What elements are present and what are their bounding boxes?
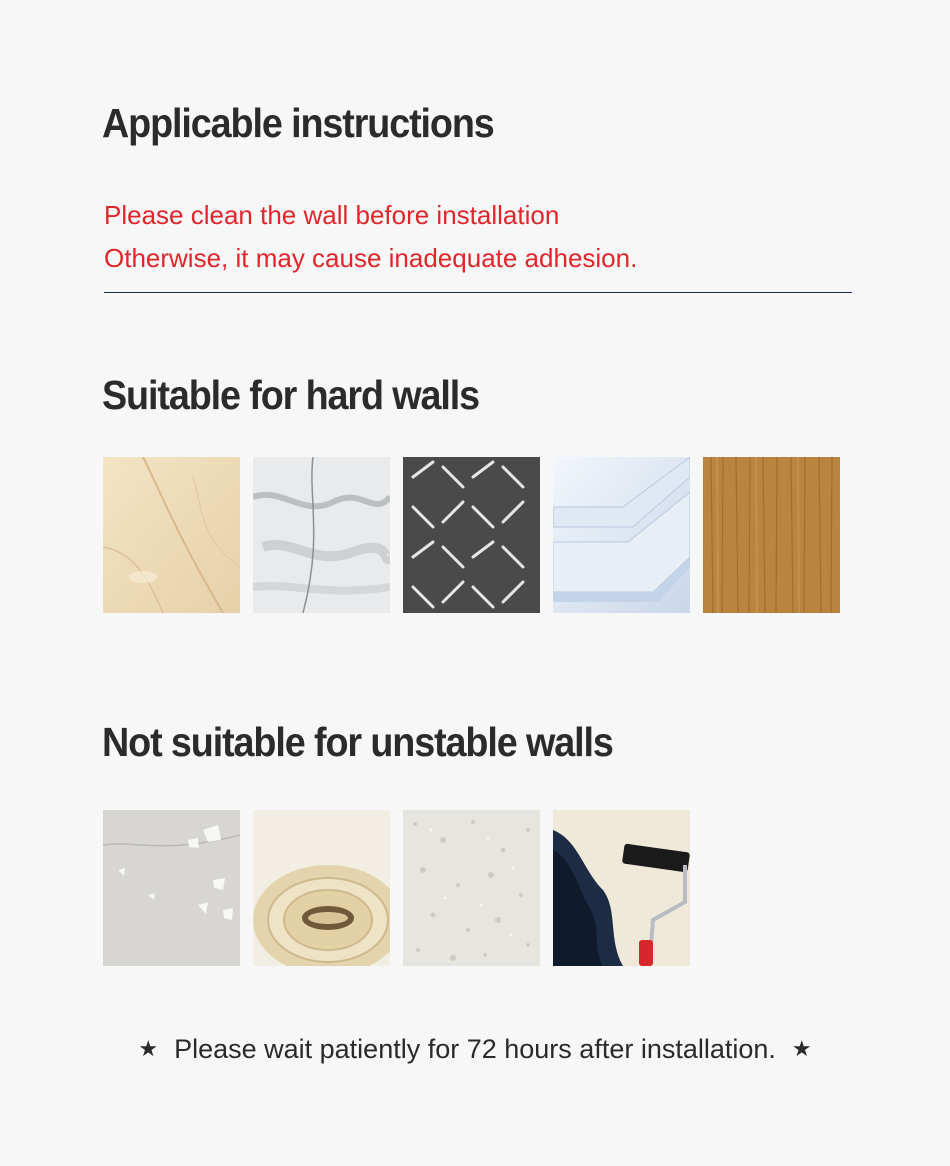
wood-grain-icon (703, 457, 840, 613)
star-icon: ★ (138, 1036, 159, 1061)
peeling-wall-icon (103, 810, 240, 966)
suitable-walls-heading: Suitable for hard walls (102, 372, 480, 418)
glass-panel-icon (553, 457, 690, 613)
beige-marble-icon (103, 457, 240, 613)
adhesion-warning-note: Otherwise, it may cause inadequate adhesion. (104, 243, 638, 273)
suitable-surfaces-row (103, 457, 840, 613)
instructions-heading: Applicable instructions (102, 100, 494, 146)
rough-plaster-icon (403, 810, 540, 966)
diamond-plate-icon (403, 457, 540, 613)
paint-roller-icon (553, 810, 690, 966)
unsuitable-surfaces-row (103, 810, 690, 966)
grey-marble-icon (253, 457, 390, 613)
wait-notice-text: Please wait patiently for 72 hours after installation. (174, 1034, 776, 1064)
clean-wall-note: Please clean the wall before installation (104, 200, 560, 230)
divider-line (104, 292, 852, 293)
wallpaper-roll-icon (253, 810, 390, 966)
wait-notice (0, 1034, 950, 1065)
unsuitable-walls-heading: Not suitable for unstable walls (102, 719, 613, 765)
star-icon: ★ (791, 1036, 812, 1061)
